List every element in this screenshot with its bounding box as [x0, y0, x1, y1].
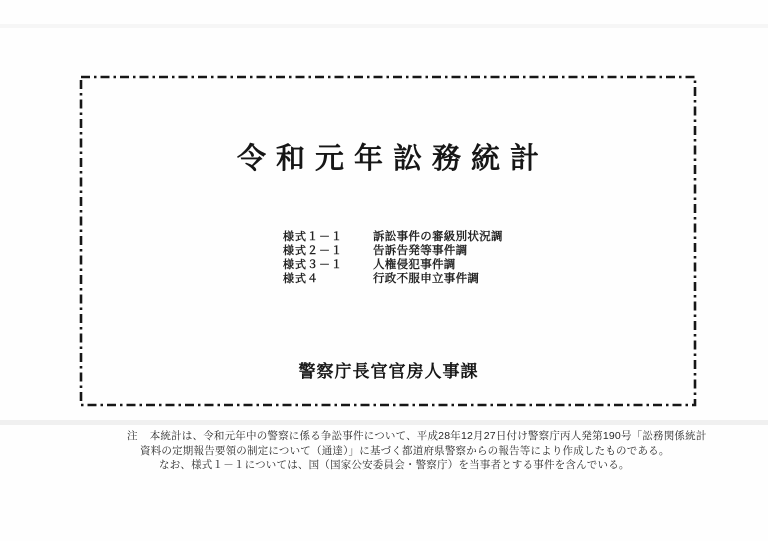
form-row — [283, 244, 503, 258]
form-label: 様式４ — [283, 273, 319, 285]
form-row — [283, 230, 503, 244]
form-description: 行政不服申立事件調 — [373, 273, 480, 285]
footnote-line: 資料の定期報告要領の制定について（通達）」に基づく都道府県警察からの報告等により作成したものである。 — [140, 444, 670, 457]
form-description: 告訴告発等事件調 — [373, 245, 468, 257]
form-row — [283, 272, 503, 286]
footnote — [127, 429, 707, 473]
form-description: 訴訟事件の審級別状況調 — [373, 231, 503, 243]
publisher-line: 警察庁長官官房人事課 — [298, 362, 479, 381]
form-description: 人権侵犯事件調 — [373, 259, 456, 271]
forms-list — [283, 230, 503, 286]
page-title: 令和元年訟務統計 — [236, 143, 549, 175]
form-row — [283, 258, 503, 272]
form-label: 様式３－１ — [283, 259, 343, 271]
footnote-text: 本統計は、令和元年中の警察に係る争訟事件について、平成28年12月27日付け警察庁丙人発第190号「訟務関係統計 — [149, 430, 707, 442]
form-label: 様式１－１ — [283, 231, 343, 243]
footnote-line — [127, 429, 707, 444]
footnote-marker: 注 — [127, 430, 138, 442]
footnote-line: なお、様式１－１については、国（国家公安委員会・警察庁）を当事者とする事件を含んでいる。 — [159, 459, 630, 472]
form-label: 様式２－１ — [283, 245, 343, 257]
